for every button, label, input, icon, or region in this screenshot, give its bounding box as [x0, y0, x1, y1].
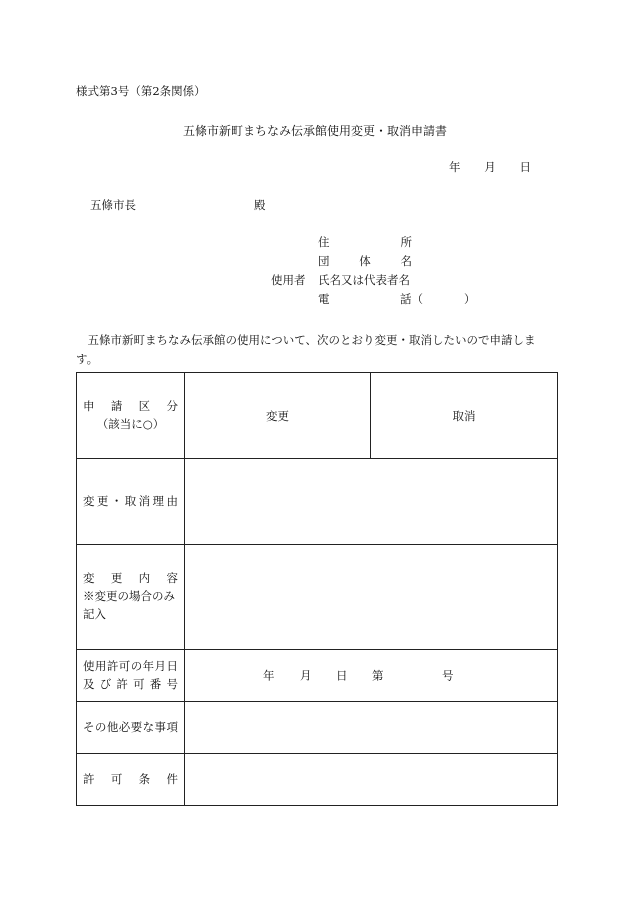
- field-char: 話（: [400, 292, 423, 306]
- permit-month-label: 月: [300, 667, 312, 682]
- permit-conditions-input-cell[interactable]: [185, 754, 558, 806]
- label-char: 件: [166, 771, 178, 786]
- label-char: の: [130, 658, 143, 673]
- label-char: 必: [118, 719, 131, 734]
- date-month-label: 月: [484, 160, 496, 174]
- label-char: 要: [130, 719, 143, 734]
- application-table: [76, 372, 558, 806]
- field-char: 体: [359, 254, 371, 268]
- table-row: [77, 459, 558, 545]
- label-char: な: [142, 719, 155, 734]
- label-char: 取: [124, 493, 137, 508]
- table-row: [77, 373, 558, 459]
- label-char: 用: [94, 658, 107, 673]
- label-char: 請: [110, 398, 123, 413]
- permit-number-suffix: 号: [442, 667, 454, 682]
- applicant-phone-field: [318, 292, 476, 306]
- field-char: 所: [400, 235, 412, 249]
- permit-day-label: 日: [336, 667, 348, 682]
- body-paragraph: 五條市新町まちなみ伝承館の使用について、次のとおり変更・取消したいので申請します。: [76, 333, 536, 366]
- label-char: 月: [154, 658, 167, 673]
- label-char: 事: [154, 719, 167, 734]
- label-char: 理: [152, 493, 165, 508]
- table-row: [77, 754, 558, 806]
- row-label-permit: [77, 650, 185, 702]
- form-number: 様式第3号（第2条関係）: [76, 84, 206, 98]
- option-cancel-cell[interactable]: [371, 373, 558, 459]
- label-char: 申: [83, 398, 95, 413]
- label-char: 消: [138, 493, 151, 508]
- applicant-label: 使用者: [271, 273, 306, 287]
- label-char: 項: [166, 719, 178, 734]
- applicant-name-field: [318, 275, 410, 287]
- label-char: び: [99, 676, 112, 691]
- label-char: 許: [83, 771, 95, 786]
- label-char: 及: [83, 676, 95, 691]
- label-char: ・: [110, 493, 123, 508]
- label-char: 内: [138, 571, 151, 586]
- label-char: の: [94, 719, 107, 734]
- applicant-address-field: [318, 237, 412, 249]
- permit-number-prefix: 第: [372, 667, 384, 682]
- date-line: [449, 162, 531, 174]
- reason-input-cell[interactable]: [185, 459, 558, 545]
- option-change-cell[interactable]: [185, 373, 371, 459]
- label-char: そ: [83, 719, 95, 734]
- row-label-reason: [77, 459, 185, 545]
- date-day-label: 日: [519, 160, 531, 174]
- permit-year-label: 年: [263, 667, 275, 682]
- option-cancel: 取消: [452, 408, 476, 423]
- label-char: 他: [106, 719, 119, 734]
- table-row: [77, 545, 558, 650]
- label-char: 許: [106, 658, 119, 673]
- label-char: 区: [138, 398, 151, 413]
- label-char: 容: [166, 571, 178, 586]
- label-char: 変: [83, 571, 95, 586]
- label-char: 変: [83, 493, 95, 508]
- label-char: 年: [142, 658, 155, 673]
- addressee-honorific: 殿: [254, 198, 266, 212]
- label-char: 更: [96, 493, 109, 508]
- row-label-permit-conditions: [77, 754, 185, 806]
- row-label-category: [77, 373, 185, 459]
- addressee-name: 五條市長: [90, 198, 136, 212]
- table-row: [77, 702, 558, 754]
- row-label-change-details: [77, 545, 185, 650]
- label-char: 由: [166, 493, 178, 508]
- label-note: （該当に○）: [96, 416, 165, 431]
- label-char: 使: [83, 658, 95, 673]
- label-char: 許: [116, 676, 128, 691]
- label-char: 条: [138, 771, 151, 786]
- applicant-group-field: [318, 256, 412, 268]
- document-title: 五條市新町まちなみ伝承館使用変更・取消申請書: [182, 124, 447, 138]
- label-char: 可: [110, 771, 123, 786]
- label-note: ※変更の場合のみ: [83, 589, 175, 604]
- label-char: 分: [166, 398, 178, 413]
- table-row: [77, 650, 558, 702]
- field-char: 氏名又は代表者名: [318, 273, 410, 287]
- field-char: 電: [318, 292, 330, 306]
- field-char: ）: [464, 292, 476, 306]
- row-label-other-matters: [77, 702, 185, 754]
- field-char: 名: [400, 254, 412, 268]
- label-char: 日: [166, 658, 178, 673]
- option-change: 変更: [266, 408, 289, 423]
- date-year-label: 年: [449, 160, 461, 174]
- other-matters-input-cell[interactable]: [185, 702, 558, 754]
- label-char: 可: [133, 676, 145, 691]
- field-char: 団: [318, 254, 330, 268]
- field-char: 住: [318, 235, 330, 249]
- label-char: 号: [166, 676, 178, 691]
- label-char: 更: [110, 571, 123, 586]
- change-details-input-cell[interactable]: [185, 545, 558, 650]
- label-note: 記入: [83, 606, 106, 621]
- label-char: 番: [149, 676, 162, 691]
- label-char: 可: [118, 658, 131, 673]
- permit-input-cell[interactable]: [185, 650, 558, 702]
